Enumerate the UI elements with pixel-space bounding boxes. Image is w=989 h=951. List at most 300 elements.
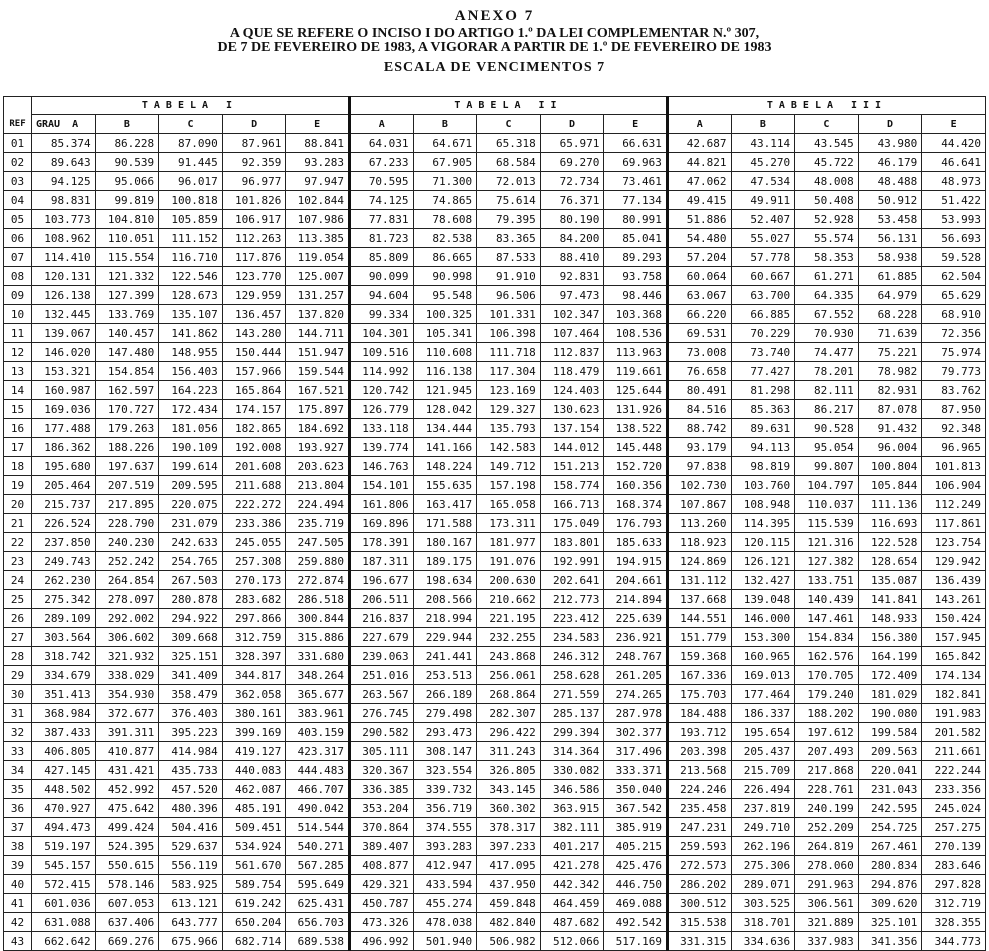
value-cell: 406.805 — [32, 742, 96, 761]
value-cell: 209.595 — [159, 476, 223, 495]
value-cell: 77.134 — [604, 191, 668, 210]
value-cell: 221.195 — [477, 609, 541, 628]
value-cell: 235.719 — [286, 514, 350, 533]
value-cell: 112.263 — [222, 229, 286, 248]
value-cell: 318.701 — [731, 913, 795, 932]
ref-cell: 05 — [4, 210, 32, 229]
value-cell: 87.090 — [159, 134, 223, 153]
value-cell: 93.283 — [286, 153, 350, 172]
value-cell: 306.561 — [795, 894, 859, 913]
value-cell: 278.060 — [795, 856, 859, 875]
value-cell: 78.982 — [858, 362, 922, 381]
value-cell: 65.629 — [922, 286, 986, 305]
value-cell: 433.594 — [413, 875, 477, 894]
value-cell: 73.740 — [731, 343, 795, 362]
value-cell: 682.714 — [222, 932, 286, 951]
value-cell: 367.542 — [604, 799, 668, 818]
value-cell: 589.754 — [222, 875, 286, 894]
value-cell: 275.342 — [32, 590, 96, 609]
value-cell: 43.545 — [795, 134, 859, 153]
value-cell: 75.614 — [477, 191, 541, 210]
value-cell: 155.635 — [413, 476, 477, 495]
table-row — [4, 267, 986, 286]
value-cell: 323.554 — [413, 761, 477, 780]
value-cell: 69.270 — [540, 153, 604, 172]
value-cell: 98.831 — [32, 191, 96, 210]
value-cell: 122.528 — [858, 533, 922, 552]
ref-cell: 31 — [4, 704, 32, 723]
value-cell: 147.480 — [95, 343, 159, 362]
table-row — [4, 248, 986, 267]
value-cell: 188.202 — [795, 704, 859, 723]
value-cell: 165.058 — [477, 495, 541, 514]
value-cell: 211.661 — [922, 742, 986, 761]
value-cell: 59.528 — [922, 248, 986, 267]
value-cell: 363.915 — [540, 799, 604, 818]
value-cell: 133.118 — [349, 419, 413, 438]
value-cell: 272.874 — [286, 571, 350, 590]
value-cell: 146.763 — [349, 457, 413, 476]
value-cell: 87.961 — [222, 134, 286, 153]
value-cell: 242.633 — [159, 533, 223, 552]
value-cell: 482.840 — [477, 913, 541, 932]
value-cell: 182.865 — [222, 419, 286, 438]
value-cell: 283.682 — [222, 590, 286, 609]
value-cell: 308.147 — [413, 742, 477, 761]
value-cell: 231.043 — [858, 780, 922, 799]
value-cell: 203.398 — [667, 742, 731, 761]
value-cell: 289.109 — [32, 609, 96, 628]
value-cell: 164.199 — [858, 647, 922, 666]
value-cell: 343.145 — [477, 780, 541, 799]
value-cell: 90.099 — [349, 267, 413, 286]
table-row — [4, 495, 986, 514]
value-cell: 120.115 — [731, 533, 795, 552]
value-cell: 190.080 — [858, 704, 922, 723]
value-cell: 70.229 — [731, 324, 795, 343]
value-cell: 365.677 — [286, 685, 350, 704]
value-cell: 258.628 — [540, 666, 604, 685]
value-cell: 583.925 — [159, 875, 223, 894]
value-cell: 276.745 — [349, 704, 413, 723]
value-cell: 287.978 — [604, 704, 668, 723]
value-cell: 126.779 — [349, 400, 413, 419]
value-cell: 94.113 — [731, 438, 795, 457]
value-cell: 228.761 — [795, 780, 859, 799]
value-cell: 259.593 — [667, 837, 731, 856]
table-row — [4, 647, 986, 666]
value-cell: 146.020 — [32, 343, 96, 362]
value-cell: 108.948 — [731, 495, 795, 514]
value-cell: 116.138 — [413, 362, 477, 381]
value-cell: 344.817 — [222, 666, 286, 685]
value-cell: 79.395 — [477, 210, 541, 229]
value-cell: 61.271 — [795, 267, 859, 286]
salary-scale-table — [3, 96, 986, 951]
value-cell: 96.977 — [222, 172, 286, 191]
ref-cell: 28 — [4, 647, 32, 666]
value-cell: 494.473 — [32, 818, 96, 837]
value-cell: 133.769 — [95, 305, 159, 324]
value-cell: 227.679 — [349, 628, 413, 647]
value-cell: 213.568 — [667, 761, 731, 780]
value-cell: 506.982 — [477, 932, 541, 951]
value-cell: 130.623 — [540, 400, 604, 419]
value-cell: 261.205 — [604, 666, 668, 685]
value-cell: 95.548 — [413, 286, 477, 305]
table-row — [4, 210, 986, 229]
value-cell: 469.088 — [604, 894, 668, 913]
value-cell: 104.810 — [95, 210, 159, 229]
value-cell: 333.371 — [604, 761, 668, 780]
value-cell: 209.563 — [858, 742, 922, 761]
value-cell: 83.762 — [922, 381, 986, 400]
value-cell: 50.408 — [795, 191, 859, 210]
value-cell: 201.582 — [922, 723, 986, 742]
value-cell: 105.859 — [159, 210, 223, 229]
value-cell: 103.368 — [604, 305, 668, 324]
ref-cell: 10 — [4, 305, 32, 324]
value-cell: 60.667 — [731, 267, 795, 286]
value-cell: 218.994 — [413, 609, 477, 628]
value-cell: 464.459 — [540, 894, 604, 913]
value-cell: 153.300 — [731, 628, 795, 647]
value-cell: 100.818 — [159, 191, 223, 210]
table-row — [4, 172, 986, 191]
table-row — [4, 799, 986, 818]
value-cell: 87.950 — [922, 400, 986, 419]
value-cell: 279.498 — [413, 704, 477, 723]
value-cell: 452.992 — [95, 780, 159, 799]
value-cell: 93.758 — [604, 267, 668, 286]
value-cell: 138.522 — [604, 419, 668, 438]
value-cell: 57.204 — [667, 248, 731, 267]
value-cell: 336.385 — [349, 780, 413, 799]
value-cell: 53.993 — [922, 210, 986, 229]
value-cell: 341.409 — [159, 666, 223, 685]
value-cell: 292.002 — [95, 609, 159, 628]
value-cell: 48.488 — [858, 172, 922, 191]
table-row — [4, 457, 986, 476]
value-cell: 137.668 — [667, 590, 731, 609]
value-cell: 106.917 — [222, 210, 286, 229]
value-cell: 106.398 — [477, 324, 541, 343]
value-cell: 72.356 — [922, 324, 986, 343]
value-cell: 440.083 — [222, 761, 286, 780]
value-cell: 167.336 — [667, 666, 731, 685]
value-cell: 48.008 — [795, 172, 859, 191]
value-cell: 382.111 — [540, 818, 604, 837]
value-cell: 226.494 — [731, 780, 795, 799]
value-cell: 90.528 — [795, 419, 859, 438]
value-cell: 47.062 — [667, 172, 731, 191]
value-cell: 360.302 — [477, 799, 541, 818]
value-cell: 270.173 — [222, 571, 286, 590]
value-cell: 320.367 — [349, 761, 413, 780]
value-cell: 325.101 — [858, 913, 922, 932]
value-cell: 223.412 — [540, 609, 604, 628]
value-cell: 326.805 — [477, 761, 541, 780]
value-cell: 150.424 — [922, 609, 986, 628]
value-cell: 328.355 — [922, 913, 986, 932]
grade-header: B — [413, 115, 477, 134]
value-cell: 176.793 — [604, 514, 668, 533]
value-cell: 89.293 — [604, 248, 668, 267]
value-cell: 139.048 — [731, 590, 795, 609]
value-cell: 125.644 — [604, 381, 668, 400]
value-cell: 499.424 — [95, 818, 159, 837]
value-cell: 99.819 — [95, 191, 159, 210]
value-cell: 181.977 — [477, 533, 541, 552]
value-cell: 114.992 — [349, 362, 413, 381]
value-cell: 233.356 — [922, 780, 986, 799]
table-row — [4, 609, 986, 628]
value-cell: 72.734 — [540, 172, 604, 191]
value-cell: 220.041 — [858, 761, 922, 780]
value-cell: 567.285 — [286, 856, 350, 875]
value-cell: 82.931 — [858, 381, 922, 400]
value-cell: 372.677 — [95, 704, 159, 723]
value-cell: 179.240 — [795, 685, 859, 704]
value-cell: 97.473 — [540, 286, 604, 305]
value-cell: 550.615 — [95, 856, 159, 875]
grade-header: A — [349, 115, 413, 134]
value-cell: 177.464 — [731, 685, 795, 704]
value-cell: 414.984 — [159, 742, 223, 761]
value-cell: 189.175 — [413, 552, 477, 571]
value-cell: 89.643 — [32, 153, 96, 172]
value-cell: 224.494 — [286, 495, 350, 514]
value-cell: 141.166 — [413, 438, 477, 457]
value-cell: 119.661 — [604, 362, 668, 381]
value-cell: 423.317 — [286, 742, 350, 761]
value-cell: 82.538 — [413, 229, 477, 248]
grade-header: E — [286, 115, 350, 134]
value-cell: 212.773 — [540, 590, 604, 609]
value-cell: 241.441 — [413, 647, 477, 666]
value-cell: 109.516 — [349, 343, 413, 362]
table-body — [4, 134, 986, 951]
table-row — [4, 362, 986, 381]
value-cell: 172.409 — [858, 666, 922, 685]
grade-header: C — [795, 115, 859, 134]
value-cell: 98.446 — [604, 286, 668, 305]
value-cell: 509.451 — [222, 818, 286, 837]
annex-subtitle-line-2: DE 7 DE FEVEREIRO DE 1983, A VIGORAR A PARTIR DE 1.º DE FEVEREIRO DE 1983 — [217, 40, 772, 55]
value-cell: 435.733 — [159, 761, 223, 780]
value-cell: 222.272 — [222, 495, 286, 514]
value-cell: 175.049 — [540, 514, 604, 533]
value-cell: 121.316 — [795, 533, 859, 552]
value-cell: 103.773 — [32, 210, 96, 229]
ref-cell: 23 — [4, 552, 32, 571]
ref-cell: 12 — [4, 343, 32, 362]
value-cell: 158.774 — [540, 476, 604, 495]
value-cell: 157.945 — [922, 628, 986, 647]
value-cell: 448.502 — [32, 780, 96, 799]
table-row — [4, 343, 986, 362]
value-cell: 43.114 — [731, 134, 795, 153]
value-cell: 334.679 — [32, 666, 96, 685]
value-cell: 144.711 — [286, 324, 350, 343]
value-cell: 214.894 — [604, 590, 668, 609]
value-cell: 297.866 — [222, 609, 286, 628]
value-cell: 492.542 — [604, 913, 668, 932]
table-row — [4, 324, 986, 343]
value-cell: 96.965 — [922, 438, 986, 457]
value-cell: 53.458 — [858, 210, 922, 229]
value-cell: 444.483 — [286, 761, 350, 780]
value-cell: 151.213 — [540, 457, 604, 476]
value-cell: 143.280 — [222, 324, 286, 343]
value-cell: 129.327 — [477, 400, 541, 419]
value-cell: 321.889 — [795, 913, 859, 932]
value-cell: 56.131 — [858, 229, 922, 248]
value-cell: 67.905 — [413, 153, 477, 172]
value-cell: 98.819 — [731, 457, 795, 476]
value-cell: 46.641 — [922, 153, 986, 172]
value-cell: 235.458 — [667, 799, 731, 818]
value-cell: 169.013 — [731, 666, 795, 685]
value-cell: 504.416 — [159, 818, 223, 837]
ref-cell: 24 — [4, 571, 32, 590]
value-cell: 184.692 — [286, 419, 350, 438]
value-cell: 229.944 — [413, 628, 477, 647]
value-cell: 303.525 — [731, 894, 795, 913]
value-cell: 96.017 — [159, 172, 223, 191]
value-cell: 245.024 — [922, 799, 986, 818]
value-cell: 251.016 — [349, 666, 413, 685]
value-cell: 103.760 — [731, 476, 795, 495]
value-cell: 264.854 — [95, 571, 159, 590]
value-cell: 174.157 — [222, 400, 286, 419]
value-cell: 137.820 — [286, 305, 350, 324]
value-cell: 257.275 — [922, 818, 986, 837]
value-cell: 148.224 — [413, 457, 477, 476]
value-cell: 270.139 — [922, 837, 986, 856]
grade-header: E — [604, 115, 668, 134]
value-cell: 95.054 — [795, 438, 859, 457]
value-cell: 242.595 — [858, 799, 922, 818]
value-cell: 669.276 — [95, 932, 159, 951]
value-cell: 344.773 — [922, 932, 986, 951]
value-cell: 199.584 — [858, 723, 922, 742]
value-cell: 127.399 — [95, 286, 159, 305]
value-cell: 126.121 — [731, 552, 795, 571]
value-cell: 107.986 — [286, 210, 350, 229]
value-cell: 370.864 — [349, 818, 413, 837]
value-cell: 294.876 — [858, 875, 922, 894]
grade-header: D — [222, 115, 286, 134]
value-cell: 462.087 — [222, 780, 286, 799]
value-cell: 267.461 — [858, 837, 922, 856]
value-cell: 61.885 — [858, 267, 922, 286]
value-cell: 74.477 — [795, 343, 859, 362]
value-cell: 662.642 — [32, 932, 96, 951]
table-row — [4, 666, 986, 685]
value-cell: 95.066 — [95, 172, 159, 191]
value-cell: 167.521 — [286, 381, 350, 400]
value-cell: 64.979 — [858, 286, 922, 305]
value-cell: 114.410 — [32, 248, 96, 267]
table-row — [4, 153, 986, 172]
value-cell: 58.353 — [795, 248, 859, 267]
value-cell: 607.053 — [95, 894, 159, 913]
value-cell: 47.534 — [731, 172, 795, 191]
value-cell: 114.395 — [731, 514, 795, 533]
table-row — [4, 780, 986, 799]
value-cell: 115.554 — [95, 248, 159, 267]
value-cell: 325.151 — [159, 647, 223, 666]
table-row — [4, 134, 986, 153]
value-cell: 101.826 — [222, 191, 286, 210]
ref-cell: 27 — [4, 628, 32, 647]
value-cell: 76.371 — [540, 191, 604, 210]
value-cell: 123.754 — [922, 533, 986, 552]
value-cell: 165.842 — [922, 647, 986, 666]
value-cell: 63.067 — [667, 286, 731, 305]
value-cell: 446.750 — [604, 875, 668, 894]
value-cell: 300.844 — [286, 609, 350, 628]
value-cell: 197.612 — [795, 723, 859, 742]
value-cell: 45.270 — [731, 153, 795, 172]
value-cell: 490.042 — [286, 799, 350, 818]
value-cell: 405.215 — [604, 837, 668, 856]
table-row — [4, 685, 986, 704]
value-cell: 249.743 — [32, 552, 96, 571]
value-cell: 188.226 — [95, 438, 159, 457]
value-cell: 305.111 — [349, 742, 413, 761]
value-cell: 113.385 — [286, 229, 350, 248]
value-cell: 192.991 — [540, 552, 604, 571]
value-cell: 215.737 — [32, 495, 96, 514]
value-cell: 129.959 — [222, 286, 286, 305]
value-cell: 534.924 — [222, 837, 286, 856]
ref-cell: 40 — [4, 875, 32, 894]
value-cell: 385.919 — [604, 818, 668, 837]
value-cell: 334.636 — [731, 932, 795, 951]
value-cell: 272.573 — [667, 856, 731, 875]
ref-cell: 41 — [4, 894, 32, 913]
value-cell: 143.261 — [922, 590, 986, 609]
value-cell: 110.051 — [95, 229, 159, 248]
value-cell: 181.056 — [159, 419, 223, 438]
value-cell: 67.552 — [795, 305, 859, 324]
value-cell: 159.544 — [286, 362, 350, 381]
value-cell: 637.406 — [95, 913, 159, 932]
value-cell: 501.940 — [413, 932, 477, 951]
value-cell: 104.797 — [795, 476, 859, 495]
value-cell: 278.097 — [95, 590, 159, 609]
value-cell: 389.407 — [349, 837, 413, 856]
ref-cell: 29 — [4, 666, 32, 685]
value-cell: 202.641 — [540, 571, 604, 590]
value-cell: 224.246 — [667, 780, 731, 799]
value-cell: 81.723 — [349, 229, 413, 248]
value-cell: 595.649 — [286, 875, 350, 894]
value-cell: 175.703 — [667, 685, 731, 704]
value-cell: 70.930 — [795, 324, 859, 343]
value-cell: 159.368 — [667, 647, 731, 666]
value-cell: 243.868 — [477, 647, 541, 666]
value-cell: 127.382 — [795, 552, 859, 571]
value-cell: 70.595 — [349, 172, 413, 191]
value-cell: 299.394 — [540, 723, 604, 742]
value-cell: 128.673 — [159, 286, 223, 305]
ref-cell: 39 — [4, 856, 32, 875]
value-cell: 126.138 — [32, 286, 96, 305]
scale-title: ESCALA DE VENCIMENTOS 7 — [383, 60, 606, 75]
